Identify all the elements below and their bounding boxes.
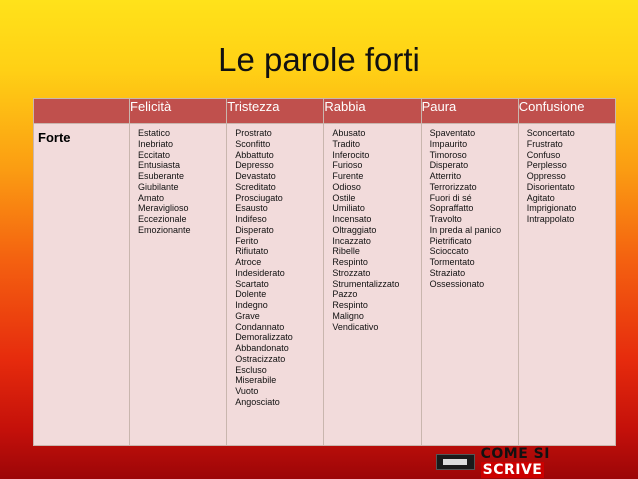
word-item: Agitato — [526, 192, 555, 203]
word-item: Meraviglioso — [138, 203, 189, 214]
column-header-felicita: Felicità — [130, 99, 227, 124]
word-item: Scioccato — [429, 246, 469, 257]
emotion-words-table — [33, 98, 616, 446]
word-item: Abbattuto — [235, 149, 274, 160]
word-item: Spaventato — [429, 128, 476, 138]
table-header-row — [34, 99, 616, 124]
word-item: Amato — [138, 192, 165, 203]
header-corner — [34, 99, 130, 124]
word-item: Inebriato — [138, 138, 174, 149]
logo-text — [481, 446, 614, 478]
word-item: Abbandonato — [235, 343, 289, 353]
word-item: Eccezionale — [138, 214, 187, 224]
word-item: Respinto — [332, 300, 368, 310]
word-item: Furioso — [332, 160, 363, 171]
column-header-rabbia: Rabbia — [324, 99, 421, 124]
word-item: Prostrato — [235, 128, 272, 138]
word-item: Pazzo — [332, 289, 358, 300]
row-label: Forte — [34, 124, 130, 446]
word-item: Impaurito — [429, 138, 468, 149]
word-item: Inferocito — [332, 149, 370, 160]
logo-text-accent: SCRIVE — [482, 462, 543, 478]
column-header-confusione: Confusione — [518, 99, 615, 124]
word-item: Odioso — [332, 181, 361, 192]
table-row-forte — [34, 124, 616, 446]
word-item: Confuso — [526, 149, 561, 160]
word-item: Sopraffatto — [429, 203, 474, 214]
word-item: Maligno — [332, 310, 364, 321]
word-item: Disperato — [235, 224, 274, 235]
word-item: Angosciato — [235, 396, 280, 407]
come-si-scrive-logo — [436, 446, 614, 478]
word-item: Scartato — [235, 278, 269, 289]
column-header-tristezza: Tristezza — [227, 99, 324, 124]
word-item: Frustrato — [526, 138, 563, 149]
word-item: Eccitato — [138, 149, 171, 160]
word-item: Perplesso — [526, 160, 567, 171]
word-item: Ferito — [235, 235, 259, 246]
word-item: Indegno — [235, 300, 268, 310]
word-item: Oppresso — [526, 171, 566, 181]
word-item: In preda al panico — [429, 224, 502, 235]
word-item: Indifeso — [235, 214, 267, 224]
word-item: Furente — [332, 171, 364, 181]
word-item: Depresso — [235, 160, 274, 171]
word-item: Timoroso — [429, 149, 467, 160]
word-item: Indesiderato — [235, 267, 285, 278]
word-item: Disperato — [429, 160, 469, 171]
word-item: Grave — [235, 310, 260, 321]
word-item: Pietrificato — [429, 235, 472, 246]
word-item: Umiliato — [332, 203, 365, 214]
word-item: Condannato — [235, 321, 285, 332]
slide-title: Le parole forti — [218, 41, 420, 78]
word-item: Rifiutato — [235, 246, 269, 257]
word-item: Vendicativo — [332, 321, 379, 332]
word-item: Devastato — [235, 171, 276, 181]
word-item: Screditato — [235, 181, 276, 192]
word-item: Ribelle — [332, 246, 360, 257]
word-item: Sconcertato — [526, 128, 575, 138]
word-item: Atroce — [235, 257, 262, 267]
word-item: Ossessionato — [429, 278, 485, 289]
word-item: Intrappolato — [526, 214, 575, 224]
word-item: Escluso — [235, 364, 267, 375]
cell-rabbia — [324, 124, 421, 446]
word-item: Ostracizzato — [235, 353, 286, 364]
word-item: Tradito — [332, 138, 361, 149]
word-item: Sconfitto — [235, 138, 271, 149]
word-item: Esausto — [235, 203, 268, 214]
word-item: Entusiasta — [138, 160, 181, 171]
word-item: Terrorizzato — [429, 181, 477, 192]
word-item: Incazzato — [332, 235, 371, 246]
word-item: Strumentalizzato — [332, 278, 400, 289]
cell-paura — [421, 124, 518, 446]
word-item: Disorientato — [526, 181, 575, 192]
logo-text-main: COME SI — [480, 446, 550, 462]
cell-felicita — [130, 124, 227, 446]
word-item: Atterrito — [429, 171, 462, 181]
cell-tristezza — [227, 124, 324, 446]
cell-confusione — [518, 124, 615, 446]
word-item: Ostile — [332, 192, 356, 203]
column-header-paura: Paura — [421, 99, 518, 124]
word-item: Straziato — [429, 267, 466, 278]
word-item: Oltraggiato — [332, 224, 377, 235]
word-item: Miserabile — [235, 375, 277, 386]
word-item: Abusato — [332, 128, 366, 138]
word-item: Fuori di sé — [429, 192, 472, 203]
word-item: Tormentato — [429, 257, 475, 267]
word-item: Vuoto — [235, 386, 259, 396]
word-item: Imprigionato — [526, 203, 577, 214]
word-item: Dolente — [235, 289, 267, 300]
word-item: Estatico — [138, 128, 171, 138]
typewriter-icon — [436, 454, 475, 470]
word-item: Esuberante — [138, 171, 185, 181]
word-item: Prosciugato — [235, 192, 283, 203]
word-item: Strozzato — [332, 267, 371, 278]
word-item: Giubilante — [138, 181, 179, 192]
word-item: Emozionante — [138, 224, 191, 235]
word-item: Travolto — [429, 214, 462, 224]
word-item: Incensato — [332, 214, 372, 224]
word-item: Demoralizzato — [235, 332, 293, 343]
word-item: Respinto — [332, 257, 368, 267]
